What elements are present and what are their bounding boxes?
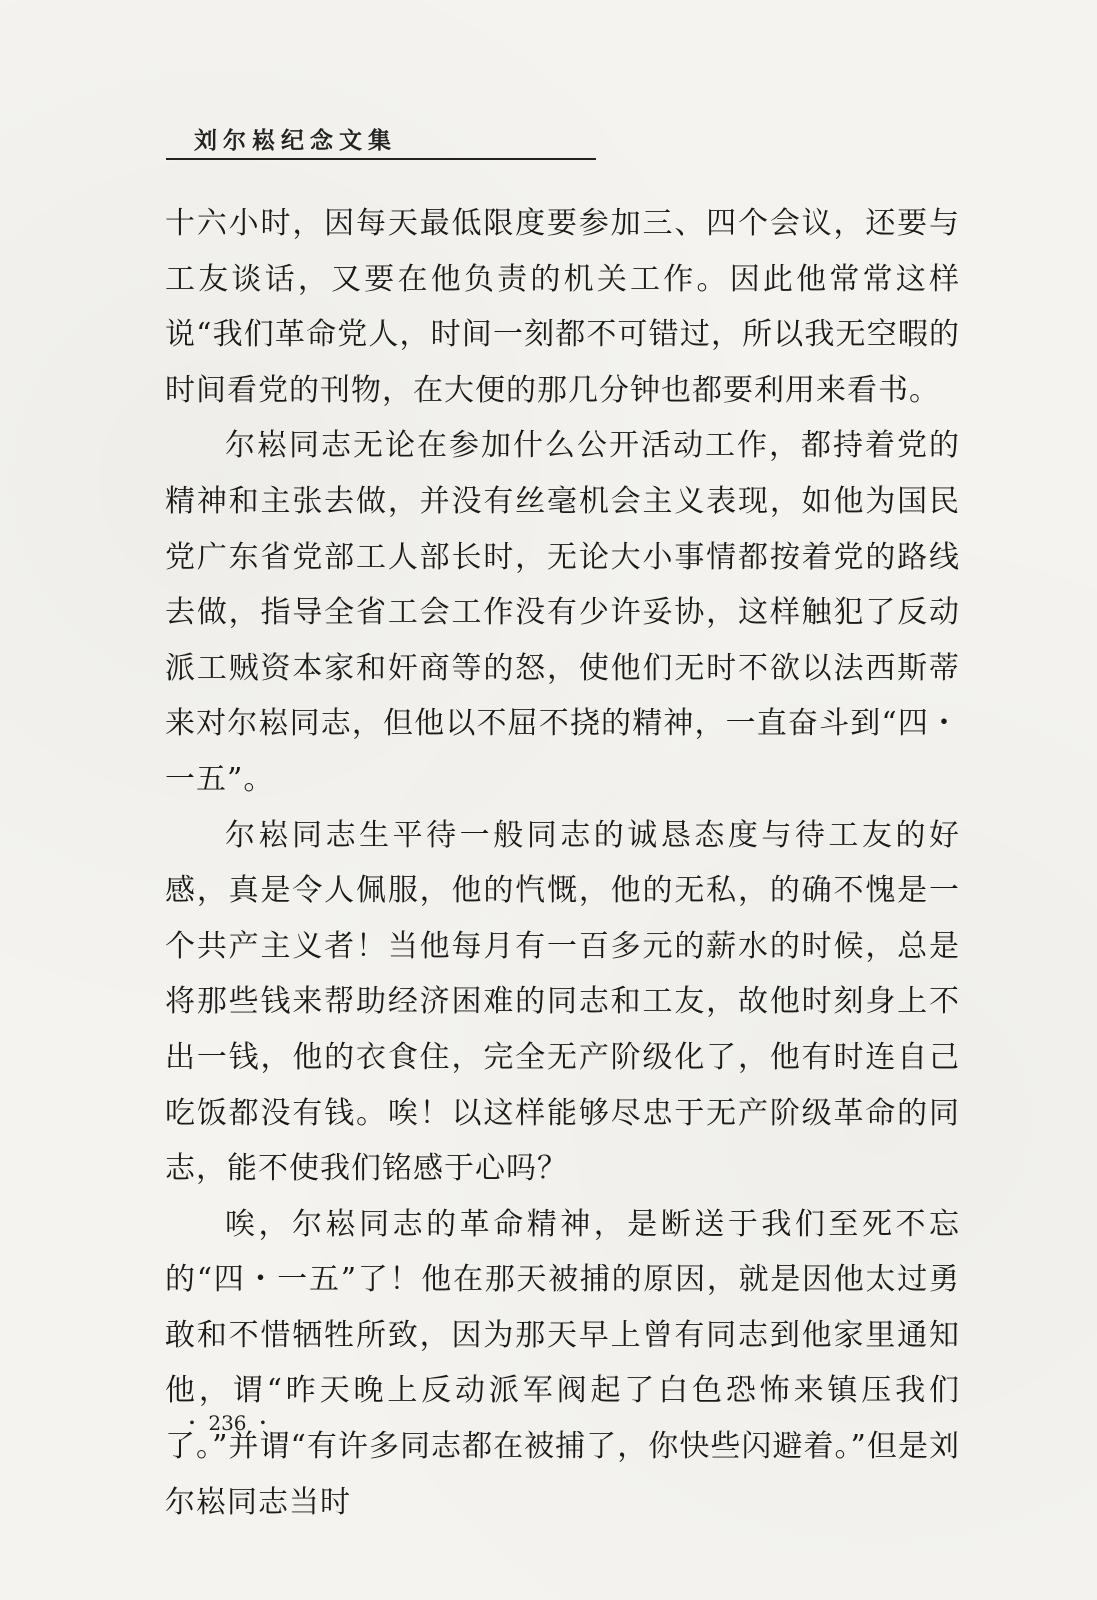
paragraph: 尔崧同志生平待一般同志的诚恳态度与待工友的好感，真是令人佩服，他的忾慨，他的无私，的确不愧是一个共产主义者！当他每月有一百多元的薪水的时候，总是将那些钱来帮助经济困难的同志和工友，故他时刻身上不出一钱，他的衣食住，完全无产阶级化了，他有时连自己吃饭都没有钱。唉！以这样能够尽忠于无产阶级革命的同志，能不使我们铭感于心吗？ [165,817,960,1187]
paragraph: 尔崧同志无论在参加什么公开活动工作，都持着党的精神和主张去做，并没有丝毫机会主义表现，如他为国民党广东省党部工人部长时，无论大小事情都按着党的路线去做，指导全省工会工作没有少许妥协，这样触犯了反动派工贼资本家和奸商等的怒，使他们无时不欲以法西斯蒂来对尔崧同志，但他以不屈不挠的精神，一直奋斗到“四・一五”。 [165,428,960,797]
paragraph: 唉，尔崧同志的革命精神，是断送于我们至死不忘的“四・一五”了！他在那天被捕的原因，就是因他太过勇敢和不惜牺牲所致，因为那天早上曾有同志到他家里通知他，谓“昨天晚上反动派军阀起了白色恐怖来镇压我们了。”并谓“有许多同志都在被捕了，你快些闪避着。”但是刘尔崧同志当时 [165,1206,960,1520]
book-title: 刘尔崧纪念文集 [194,128,397,154]
page-number: ・ 236 ・ [182,1411,273,1435]
running-head [166,120,596,160]
paragraph: 十六小时，因每天最低限度要参加三、四个会议，还要与工友谈话，又要在他负责的机关工作。因此他常常这样说“我们革命党人，时间一刻都不可错过，所以我无空暇的时间看党的刊物，在大便的那几分钟也都要利用来看书。 [165,206,960,408]
